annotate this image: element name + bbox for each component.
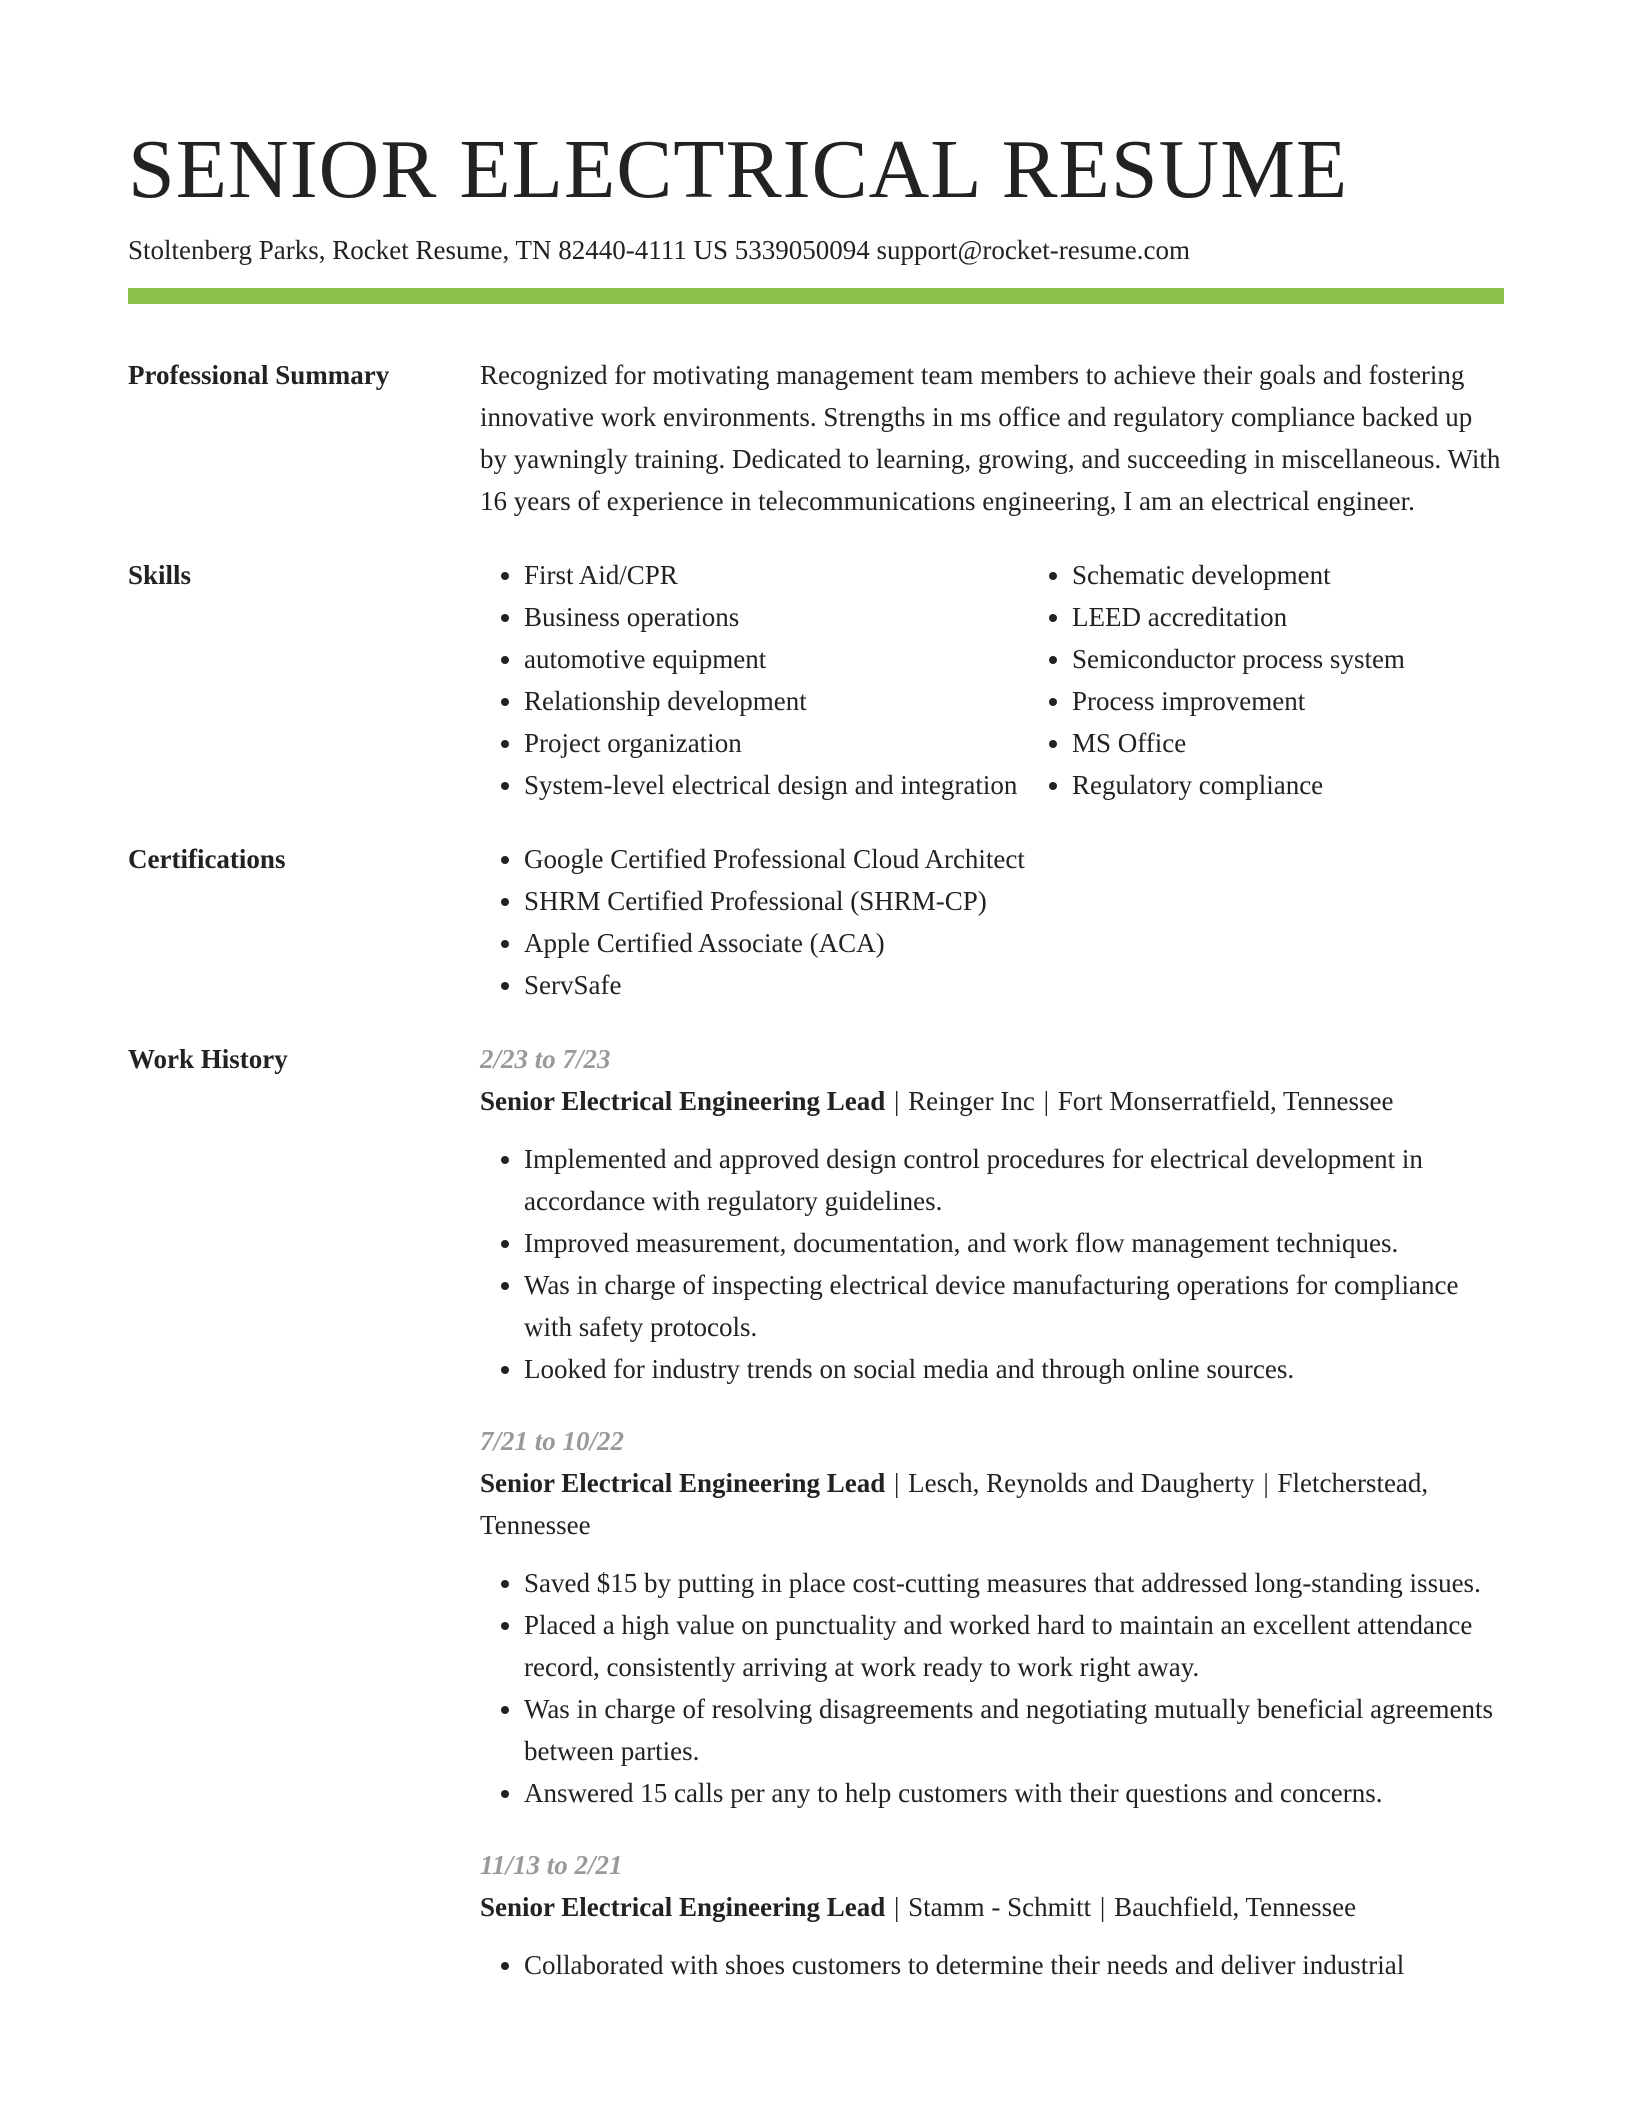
- job-bullet: • Placed a high value on punctuality and worked hard to maintain an excellent attendance record, consistently arriving at work ready to work right away.: [524, 1604, 1504, 1688]
- job-heading: Senior Electrical Engineering Lead | Lesch, Reynolds and Daugherty | Fletcherstead, Tennessee: [480, 1468, 1429, 1540]
- skill-item: • MS Office: [1072, 722, 1504, 764]
- job-bullet: • Saved $15 by putting in place cost-cutting measures that addressed long-standing issues.: [524, 1562, 1504, 1604]
- skill-item: • LEED accreditation: [1072, 596, 1504, 638]
- job-company: Stamm - Schmitt: [908, 1892, 1092, 1922]
- job-heading: Senior Electrical Engineering Lead | Stamm - Schmitt | Bauchfield, Tennessee: [480, 1892, 1357, 1922]
- job-dates: 11/13 to 2/21: [480, 1850, 623, 1880]
- job-bullet: • Implemented and approved design control procedures for electrical development in accordance with regulatory guidelines.: [524, 1138, 1504, 1222]
- job-dates: 7/21 to 10/22: [480, 1426, 625, 1456]
- certification-item: • Apple Certified Associate (ACA): [524, 922, 1504, 964]
- skills-section: [128, 554, 1504, 806]
- certification-item: • Google Certified Professional Cloud Architect: [524, 838, 1504, 880]
- certifications-list: [480, 838, 1504, 1006]
- job-bullet: • Collaborated with shoes customers to determine their needs and deliver industrial: [524, 1944, 1504, 1986]
- summary-text: Recognized for motivating management team members to achieve their goals and fostering innovative work environments. Strengths in ms office and regulatory compliance backed up by yawningly training. Dedicated to learning, growing, and succeeding in miscellaneous. With 16 years of experience in telecommunications engineering, I am an electrical engineer.: [480, 360, 1501, 516]
- skill-item: • First Aid/CPR: [524, 554, 1028, 596]
- job-heading: Senior Electrical Engineering Lead | Reinger Inc | Fort Monserratfield, Tennessee: [480, 1086, 1394, 1116]
- section-label-skills: Skills: [128, 560, 192, 590]
- summary-section: [128, 354, 1504, 522]
- job-bullet: • Was in charge of inspecting electrical device manufacturing operations for compliance with safety protocols.: [524, 1264, 1504, 1348]
- skills-list-left: [480, 554, 1028, 806]
- skill-item: • Business operations: [524, 596, 1028, 638]
- job-location: Fletcherstead, Tennessee: [480, 1468, 1429, 1540]
- skill-item: • Project organization: [524, 722, 1028, 764]
- skill-item: • Regulatory compliance: [1072, 764, 1504, 806]
- resume-page: [128, 120, 1504, 2016]
- skill-item: • Semiconductor process system: [1072, 638, 1504, 680]
- contact-line: Stoltenberg Parks, Rocket Resume, TN 82440-4111 US 5339050094 support@rocket-resume.com: [128, 235, 1190, 265]
- job-bullets: [480, 1138, 1504, 1390]
- resume-title: SENIOR ELECTRICAL RESUME: [128, 123, 1349, 216]
- job-entry: [480, 1844, 1504, 1986]
- job-title: Senior Electrical Engineering Lead: [480, 1892, 886, 1922]
- skills-list-right: [1028, 554, 1504, 806]
- certification-item: • ServSafe: [524, 964, 1504, 1006]
- certifications-content: [480, 838, 1504, 1006]
- skills-columns: [480, 554, 1504, 806]
- certifications-section: [128, 838, 1504, 1006]
- job-title: Senior Electrical Engineering Lead: [480, 1086, 886, 1116]
- certification-item: • SHRM Certified Professional (SHRM-CP): [524, 880, 1504, 922]
- job-bullet: • Improved measurement, documentation, and work flow management techniques.: [524, 1222, 1504, 1264]
- section-label-summary: Professional Summary: [128, 360, 390, 390]
- job-location: Fort Monserratfield, Tennessee: [1057, 1086, 1394, 1116]
- job-bullet: • Was in charge of resolving disagreements and negotiating mutually beneficial agreements between parties.: [524, 1688, 1504, 1772]
- section-label-work-history: Work History: [128, 1044, 288, 1074]
- section-label-certifications: Certifications: [128, 844, 286, 874]
- job-bullet: • Answered 15 calls per any to help customers with their questions and concerns.: [524, 1772, 1504, 1814]
- job-title: Senior Electrical Engineering Lead: [480, 1468, 886, 1498]
- job-bullets: [480, 1562, 1504, 1814]
- work-history-content: [480, 1038, 1504, 2016]
- job-company: Lesch, Reynolds and Daugherty: [908, 1468, 1255, 1498]
- job-bullet: • Looked for industry trends on social media and through online sources.: [524, 1348, 1504, 1390]
- skill-item: • automotive equipment: [524, 638, 1028, 680]
- skill-item: • System-level electrical design and integration: [524, 764, 1028, 806]
- job-company: Reinger Inc: [908, 1086, 1035, 1116]
- job-bullets: [480, 1944, 1504, 1986]
- job-entry: [480, 1038, 1504, 1390]
- work-history-section: [128, 1038, 1504, 2016]
- accent-divider: [128, 288, 1504, 304]
- skill-item: • Relationship development: [524, 680, 1028, 722]
- job-location: Bauchfield, Tennessee: [1114, 1892, 1357, 1922]
- job-entry: [480, 1420, 1504, 1814]
- skill-item: • Schematic development: [1072, 554, 1504, 596]
- job-dates: 2/23 to 7/23: [480, 1044, 611, 1074]
- skill-item: • Process improvement: [1072, 680, 1504, 722]
